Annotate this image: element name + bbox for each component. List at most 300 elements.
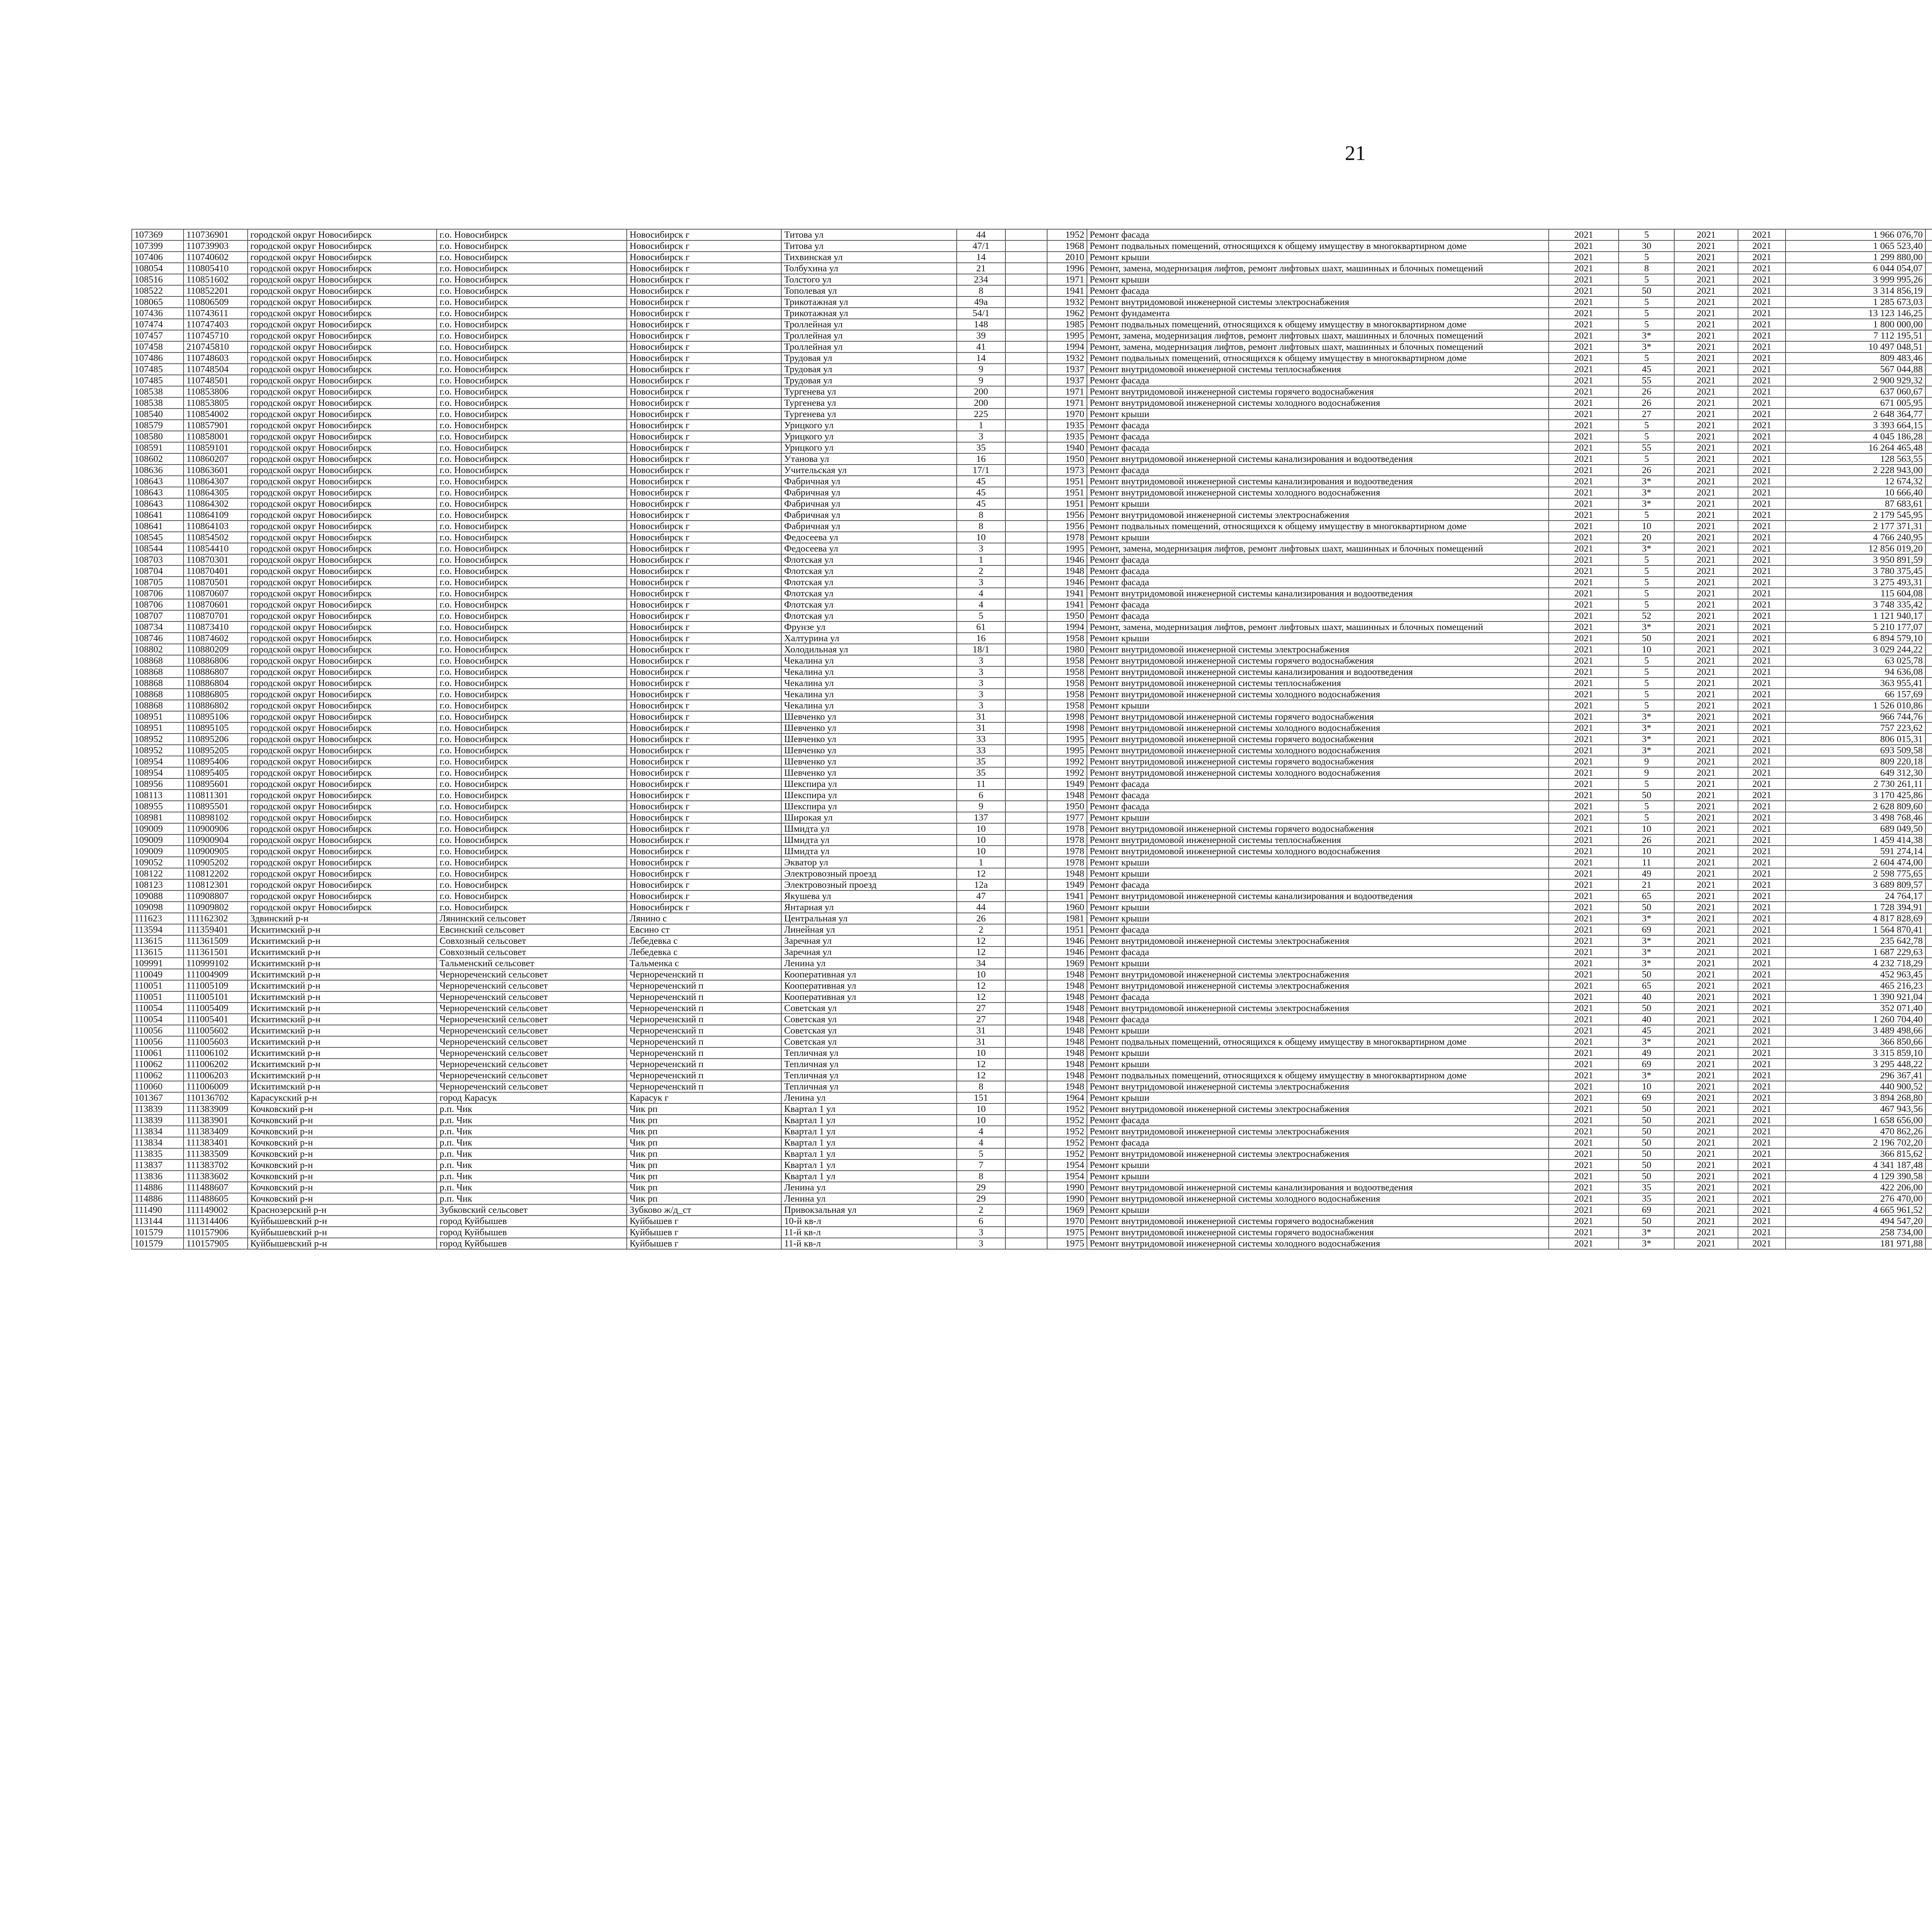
cell-end-year: 2021 (1738, 666, 1786, 678)
cell-fund-cost (1925, 756, 1932, 767)
cell-record-id: 111361501 (184, 947, 247, 958)
table-row (132, 1148, 1932, 1159)
cell-record-id: 110895105 (184, 722, 247, 734)
cell-municipal-district: городской округ Новосибирск (248, 330, 437, 341)
cell-end-year: 2021 (1738, 1137, 1786, 1148)
cell-build-year: 1946 (1047, 935, 1087, 947)
cell-end-year: 2021 (1738, 969, 1786, 980)
cell-house-id: 108579 (132, 420, 184, 431)
cell-municipal-district: городской округ Новосибирск (248, 610, 437, 621)
table-row (132, 409, 1932, 420)
cell-plan-year: 2021 (1549, 947, 1619, 958)
cell-settlement: г.о. Новосибирск (437, 868, 627, 879)
cell-work-type: Ремонт крыши (1087, 1047, 1549, 1059)
cell-house-id: 101579 (132, 1238, 184, 1249)
cell-house-id: 108956 (132, 778, 184, 790)
cell-start-year: 2021 (1674, 633, 1738, 644)
cell-municipal-district: городской округ Новосибирск (248, 621, 437, 633)
table-row (132, 554, 1932, 565)
cell-building (1005, 1193, 1047, 1204)
cell-total-cost: 366 850,66 (1786, 1036, 1925, 1047)
cell-municipal-district: городской округ Новосибирск (248, 465, 437, 476)
cell-total-cost: 467 943,56 (1786, 1103, 1925, 1115)
cell-settlement: город Куйбышев (437, 1227, 627, 1238)
cell-build-year: 1971 (1047, 274, 1087, 285)
cell-wear-percent: 10 (1619, 521, 1674, 532)
cell-work-type: Ремонт фасада (1087, 375, 1549, 386)
cell-work-type: Ремонт, замена, модернизация лифтов, ремонт лифтовых шахт, машинных и блочных помещений (1087, 543, 1549, 554)
cell-settlement: г.о. Новосибирск (437, 812, 627, 823)
cell-work-type: Ремонт внутридомовой инженерной системы канализирования и водоотведения (1087, 588, 1549, 599)
cell-house-number: 12 (957, 980, 1005, 991)
cell-record-id: 110860207 (184, 453, 247, 465)
cell-work-type: Ремонт, замена, модернизация лифтов, ремонт лифтовых шахт, машинных и блочных помещений (1087, 263, 1549, 274)
cell-street: Ленина ул (781, 1092, 956, 1103)
cell-total-cost: 809 483,46 (1786, 352, 1925, 364)
cell-municipal-district: Кочковский р-н (248, 1193, 437, 1204)
cell-settlement: г.о. Новосибирск (437, 890, 627, 902)
cell-fund-cost (1925, 790, 1932, 801)
cell-settlement: г.о. Новосибирск (437, 252, 627, 263)
cell-fund-cost (1925, 655, 1932, 666)
table-row (132, 1216, 1932, 1227)
cell-building (1005, 599, 1047, 610)
cell-plan-year: 2021 (1549, 341, 1619, 352)
cell-street: Флотская ул (781, 565, 956, 577)
cell-start-year: 2021 (1674, 252, 1738, 263)
cell-build-year: 1975 (1047, 1227, 1087, 1238)
cell-record-id: 111004909 (184, 969, 247, 980)
cell-record-id: 110874602 (184, 633, 247, 644)
cell-start-year: 2021 (1674, 678, 1738, 689)
cell-street: Трикотажная ул (781, 308, 956, 319)
cell-wear-percent: 45 (1619, 364, 1674, 375)
cell-wear-percent: 5 (1619, 308, 1674, 319)
cell-wear-percent: 10 (1619, 846, 1674, 857)
cell-end-year: 2021 (1738, 678, 1786, 689)
cell-plan-year: 2021 (1549, 610, 1619, 621)
table-row (132, 341, 1932, 352)
cell-start-year: 2021 (1674, 375, 1738, 386)
table-row (132, 296, 1932, 308)
cell-end-year: 2021 (1738, 935, 1786, 947)
cell-total-cost: 2 228 943,00 (1786, 465, 1925, 476)
table-row (132, 240, 1932, 252)
cell-wear-percent: 3* (1619, 958, 1674, 969)
cell-end-year: 2021 (1738, 644, 1786, 655)
cell-fund-cost (1925, 1159, 1932, 1171)
cell-building (1005, 1126, 1047, 1137)
cell-wear-percent: 65 (1619, 980, 1674, 991)
cell-fund-cost (1925, 252, 1932, 263)
cell-total-cost: 2 628 809,60 (1786, 801, 1925, 812)
cell-end-year: 2021 (1738, 958, 1786, 969)
cell-fund-cost (1925, 1137, 1932, 1148)
cell-build-year: 1952 (1047, 229, 1087, 240)
cell-house-number: 10 (957, 846, 1005, 857)
cell-build-year: 1941 (1047, 285, 1087, 296)
cell-end-year: 2021 (1738, 252, 1786, 263)
cell-locality: Новосибирск г (627, 375, 781, 386)
cell-building (1005, 532, 1047, 543)
cell-fund-cost (1925, 1238, 1932, 1249)
cell-end-year: 2021 (1738, 532, 1786, 543)
cell-start-year: 2021 (1674, 1182, 1738, 1193)
cell-fund-cost (1925, 745, 1932, 756)
cell-municipal-district: городской округ Новосибирск (248, 655, 437, 666)
cell-record-id: 110864109 (184, 509, 247, 521)
cell-municipal-district: городской округ Новосибирск (248, 263, 437, 274)
cell-record-id: 111006203 (184, 1070, 247, 1081)
cell-plan-year: 2021 (1549, 655, 1619, 666)
cell-total-cost: 3 275 493,31 (1786, 577, 1925, 588)
cell-start-year: 2021 (1674, 1036, 1738, 1047)
cell-wear-percent: 5 (1619, 554, 1674, 565)
cell-total-cost: 258 734,00 (1786, 1227, 1925, 1238)
cell-record-id: 110864305 (184, 487, 247, 498)
cell-locality: Новосибирск г (627, 420, 781, 431)
cell-street: Трудовая ул (781, 364, 956, 375)
cell-house-id: 108538 (132, 386, 184, 397)
cell-work-type: Ремонт подвальных помещений, относящихся к общему имуществу в многоквартирном доме (1087, 1070, 1549, 1081)
cell-record-id: 111006202 (184, 1059, 247, 1070)
cell-building (1005, 734, 1047, 745)
cell-build-year: 1951 (1047, 476, 1087, 487)
cell-settlement: г.о. Новосибирск (437, 700, 627, 711)
cell-locality: Новосибирск г (627, 823, 781, 834)
cell-record-id: 110886807 (184, 666, 247, 678)
cell-building (1005, 666, 1047, 678)
cell-start-year: 2021 (1674, 319, 1738, 330)
cell-end-year: 2021 (1738, 1115, 1786, 1126)
cell-build-year: 1995 (1047, 330, 1087, 341)
cell-fund-cost (1925, 834, 1932, 846)
cell-locality: Новосибирск г (627, 633, 781, 644)
cell-record-id: 110898102 (184, 812, 247, 823)
cell-street: Троллейная ул (781, 330, 956, 341)
cell-building (1005, 375, 1047, 386)
cell-house-id: 107458 (132, 341, 184, 352)
cell-plan-year: 2021 (1549, 890, 1619, 902)
cell-settlement: г.о. Новосибирск (437, 610, 627, 621)
cell-settlement: г.о. Новосибирск (437, 857, 627, 868)
cell-start-year: 2021 (1674, 1137, 1738, 1148)
cell-record-id: 110812202 (184, 868, 247, 879)
cell-house-id: 109009 (132, 823, 184, 834)
cell-locality: Лянино с (627, 913, 781, 924)
cell-record-id: 111383509 (184, 1148, 247, 1159)
cell-end-year: 2021 (1738, 700, 1786, 711)
cell-end-year: 2021 (1738, 330, 1786, 341)
cell-wear-percent: 3* (1619, 1036, 1674, 1047)
cell-plan-year: 2021 (1549, 554, 1619, 565)
cell-house-id: 107406 (132, 252, 184, 263)
cell-fund-cost (1925, 1081, 1932, 1092)
cell-house-id: 108868 (132, 678, 184, 689)
cell-plan-year: 2021 (1549, 812, 1619, 823)
cell-building (1005, 958, 1047, 969)
cell-work-type: Ремонт внутридомовой инженерной системы горячего водоснабжения (1087, 756, 1549, 767)
cell-work-type: Ремонт внутридомовой инженерной системы канализирования и водоотведения (1087, 1182, 1549, 1193)
cell-house-id: 108643 (132, 476, 184, 487)
cell-house-number: 14 (957, 352, 1005, 364)
cell-start-year: 2021 (1674, 711, 1738, 722)
cell-total-cost: 3 780 375,45 (1786, 565, 1925, 577)
cell-record-id: 110886805 (184, 689, 247, 700)
cell-start-year: 2021 (1674, 790, 1738, 801)
cell-street: Заречная ул (781, 935, 956, 947)
cell-house-number: 5 (957, 610, 1005, 621)
cell-municipal-district: городской округ Новосибирск (248, 375, 437, 386)
cell-municipal-district: Кочковский р-н (248, 1182, 437, 1193)
cell-wear-percent: 5 (1619, 666, 1674, 678)
table-row (132, 610, 1932, 621)
cell-end-year: 2021 (1738, 823, 1786, 834)
cell-street: Трудовая ул (781, 352, 956, 364)
cell-locality: Чернореченский п (627, 1014, 781, 1025)
cell-wear-percent: 5 (1619, 274, 1674, 285)
cell-locality: Новосибирск г (627, 700, 781, 711)
cell-street: Шевченко ул (781, 711, 956, 722)
cell-total-cost: 3 748 335,42 (1786, 599, 1925, 610)
cell-house-number: 47/1 (957, 240, 1005, 252)
cell-build-year: 1990 (1047, 1182, 1087, 1193)
cell-street: Фабричная ул (781, 476, 956, 487)
cell-building (1005, 274, 1047, 285)
cell-fund-cost (1925, 577, 1932, 588)
cell-work-type: Ремонт крыши (1087, 913, 1549, 924)
cell-street: Советская ул (781, 1036, 956, 1047)
cell-start-year: 2021 (1674, 846, 1738, 857)
cell-work-type: Ремонт фундамента (1087, 308, 1549, 319)
cell-locality: Евсино ст (627, 924, 781, 935)
cell-plan-year: 2021 (1549, 902, 1619, 913)
cell-building (1005, 341, 1047, 352)
cell-settlement: г.о. Новосибирск (437, 689, 627, 700)
cell-wear-percent: 26 (1619, 465, 1674, 476)
cell-total-cost: 352 071,40 (1786, 1003, 1925, 1014)
cell-building (1005, 554, 1047, 565)
cell-settlement: г.о. Новосибирск (437, 565, 627, 577)
cell-total-cost: 13 123 146,25 (1786, 308, 1925, 319)
cell-settlement: р.п. Чик (437, 1182, 627, 1193)
cell-record-id: 110854410 (184, 543, 247, 554)
cell-house-id: 108981 (132, 812, 184, 823)
cell-build-year: 1996 (1047, 263, 1087, 274)
cell-work-type: Ремонт внутридомовой инженерной системы холодного водоснабжения (1087, 745, 1549, 756)
cell-house-id: 101579 (132, 1227, 184, 1238)
cell-wear-percent: 5 (1619, 599, 1674, 610)
cell-municipal-district: Куйбышевский р-н (248, 1227, 437, 1238)
cell-wear-percent: 50 (1619, 1003, 1674, 1014)
cell-total-cost: 363 955,41 (1786, 678, 1925, 689)
cell-settlement: г.о. Новосибирск (437, 543, 627, 554)
cell-build-year: 1998 (1047, 711, 1087, 722)
cell-locality: Новосибирск г (627, 868, 781, 879)
cell-house-number: 44 (957, 229, 1005, 240)
cell-start-year: 2021 (1674, 431, 1738, 442)
cell-plan-year: 2021 (1549, 678, 1619, 689)
cell-total-cost: 966 744,76 (1786, 711, 1925, 722)
cell-end-year: 2021 (1738, 409, 1786, 420)
cell-house-number: 12 (957, 1059, 1005, 1070)
cell-build-year: 1948 (1047, 991, 1087, 1003)
cell-settlement: р.п. Чик (437, 1103, 627, 1115)
cell-total-cost: 1 285 673,03 (1786, 296, 1925, 308)
cell-total-cost: 4 129 390,58 (1786, 1171, 1925, 1182)
cell-locality: Чернореченский п (627, 1070, 781, 1081)
cell-settlement: г.о. Новосибирск (437, 588, 627, 599)
cell-house-id: 110062 (132, 1070, 184, 1081)
cell-fund-cost (1925, 621, 1932, 633)
cell-start-year: 2021 (1674, 397, 1738, 409)
cell-record-id: 110999102 (184, 958, 247, 969)
table-row (132, 924, 1932, 935)
cell-house-number: 6 (957, 790, 1005, 801)
cell-house-number: 34 (957, 958, 1005, 969)
table-row (132, 1238, 1932, 1249)
cell-start-year: 2021 (1674, 509, 1738, 521)
cell-fund-cost (1925, 1171, 1932, 1182)
cell-building (1005, 465, 1047, 476)
cell-locality: Новосибирск г (627, 296, 781, 308)
cell-municipal-district: Искитимский р-н (248, 947, 437, 958)
cell-work-type: Ремонт фасада (1087, 947, 1549, 958)
table-row (132, 655, 1932, 666)
cell-build-year: 1998 (1047, 722, 1087, 734)
cell-wear-percent: 5 (1619, 509, 1674, 521)
cell-locality: Чик рп (627, 1126, 781, 1137)
cell-street: Чекалина ул (781, 678, 956, 689)
cell-settlement: г.о. Новосибирск (437, 790, 627, 801)
cell-street: Квартал 1 ул (781, 1159, 956, 1171)
cell-plan-year: 2021 (1549, 1238, 1619, 1249)
cell-record-id: 111383602 (184, 1171, 247, 1182)
cell-end-year: 2021 (1738, 1092, 1786, 1103)
cell-plan-year: 2021 (1549, 868, 1619, 879)
cell-end-year: 2021 (1738, 375, 1786, 386)
table-row (132, 890, 1932, 902)
cell-settlement: г.о. Новосибирск (437, 453, 627, 465)
cell-total-cost: 422 206,00 (1786, 1182, 1925, 1193)
cell-settlement: Евсинский сельсовет (437, 924, 627, 935)
cell-building (1005, 969, 1047, 980)
cell-municipal-district: городской округ Новосибирск (248, 868, 437, 879)
cell-build-year: 1948 (1047, 1025, 1087, 1036)
cell-building (1005, 352, 1047, 364)
cell-start-year: 2021 (1674, 554, 1738, 565)
cell-municipal-district: городской округ Новосибирск (248, 274, 437, 285)
cell-fund-cost (1925, 734, 1932, 745)
cell-start-year: 2021 (1674, 263, 1738, 274)
cell-locality: Чернореченский п (627, 1047, 781, 1059)
cell-wear-percent: 5 (1619, 252, 1674, 263)
cell-plan-year: 2021 (1549, 442, 1619, 453)
cell-house-number: 4 (957, 1126, 1005, 1137)
cell-building (1005, 476, 1047, 487)
cell-total-cost: 1 526 010,86 (1786, 700, 1925, 711)
cell-municipal-district: городской округ Новосибирск (248, 554, 437, 565)
cell-total-cost: 1 564 870,41 (1786, 924, 1925, 935)
cell-start-year: 2021 (1674, 756, 1738, 767)
cell-fund-cost (1925, 722, 1932, 734)
cell-wear-percent: 50 (1619, 1148, 1674, 1159)
table-row (132, 543, 1932, 554)
cell-build-year: 1948 (1047, 868, 1087, 879)
cell-end-year: 2021 (1738, 1193, 1786, 1204)
cell-end-year: 2021 (1738, 879, 1786, 890)
cell-fund-cost (1925, 902, 1932, 913)
cell-house-id: 108952 (132, 734, 184, 745)
cell-build-year: 1949 (1047, 879, 1087, 890)
cell-building (1005, 588, 1047, 599)
cell-wear-percent: 5 (1619, 577, 1674, 588)
cell-settlement: г.о. Новосибирск (437, 352, 627, 364)
cell-locality: Новосибирск г (627, 240, 781, 252)
cell-street: Федосеева ул (781, 543, 956, 554)
cell-building (1005, 543, 1047, 554)
table-row (132, 252, 1932, 263)
cell-end-year: 2021 (1738, 689, 1786, 700)
cell-municipal-district: Карасукский р-н (248, 1092, 437, 1103)
cell-fund-cost (1925, 1148, 1932, 1159)
cell-start-year: 2021 (1674, 577, 1738, 588)
cell-building (1005, 1059, 1047, 1070)
cell-fund-cost (1925, 969, 1932, 980)
cell-end-year: 2021 (1738, 240, 1786, 252)
cell-municipal-district: городской округ Новосибирск (248, 666, 437, 678)
cell-work-type: Ремонт фасада (1087, 577, 1549, 588)
cell-house-number: 29 (957, 1193, 1005, 1204)
cell-locality: Новосибирск г (627, 498, 781, 509)
cell-build-year: 1948 (1047, 1081, 1087, 1092)
cell-start-year: 2021 (1674, 532, 1738, 543)
cell-start-year: 2021 (1674, 969, 1738, 980)
table-row (132, 1193, 1932, 1204)
cell-wear-percent: 50 (1619, 1137, 1674, 1148)
cell-record-id: 110895106 (184, 711, 247, 722)
cell-record-id: 110870401 (184, 565, 247, 577)
cell-work-type: Ремонт внутридомовой инженерной системы канализирования и водоотведения (1087, 453, 1549, 465)
cell-street: Урицкого ул (781, 431, 956, 442)
cell-locality: Чик рп (627, 1148, 781, 1159)
cell-house-id: 113834 (132, 1126, 184, 1137)
cell-wear-percent: 52 (1619, 610, 1674, 621)
cell-plan-year: 2021 (1549, 330, 1619, 341)
cell-street: Шевченко ул (781, 734, 956, 745)
cell-street: Тепличная ул (781, 1059, 956, 1070)
cell-end-year: 2021 (1738, 509, 1786, 521)
cell-locality: Новосибирск г (627, 252, 781, 263)
cell-house-id: 108641 (132, 509, 184, 521)
cell-total-cost: 2 177 371,31 (1786, 521, 1925, 532)
cell-start-year: 2021 (1674, 700, 1738, 711)
cell-locality: Чик рп (627, 1182, 781, 1193)
cell-house-number: 225 (957, 409, 1005, 420)
cell-building (1005, 857, 1047, 868)
cell-build-year: 1968 (1047, 240, 1087, 252)
cell-building (1005, 1070, 1047, 1081)
cell-street: Шмидта ул (781, 823, 956, 834)
cell-build-year: 1950 (1047, 610, 1087, 621)
cell-wear-percent: 50 (1619, 1115, 1674, 1126)
cell-building (1005, 947, 1047, 958)
cell-house-id: 107486 (132, 352, 184, 364)
cell-start-year: 2021 (1674, 274, 1738, 285)
cell-start-year: 2021 (1674, 1238, 1738, 1249)
cell-building (1005, 1238, 1047, 1249)
table-row (132, 498, 1932, 509)
